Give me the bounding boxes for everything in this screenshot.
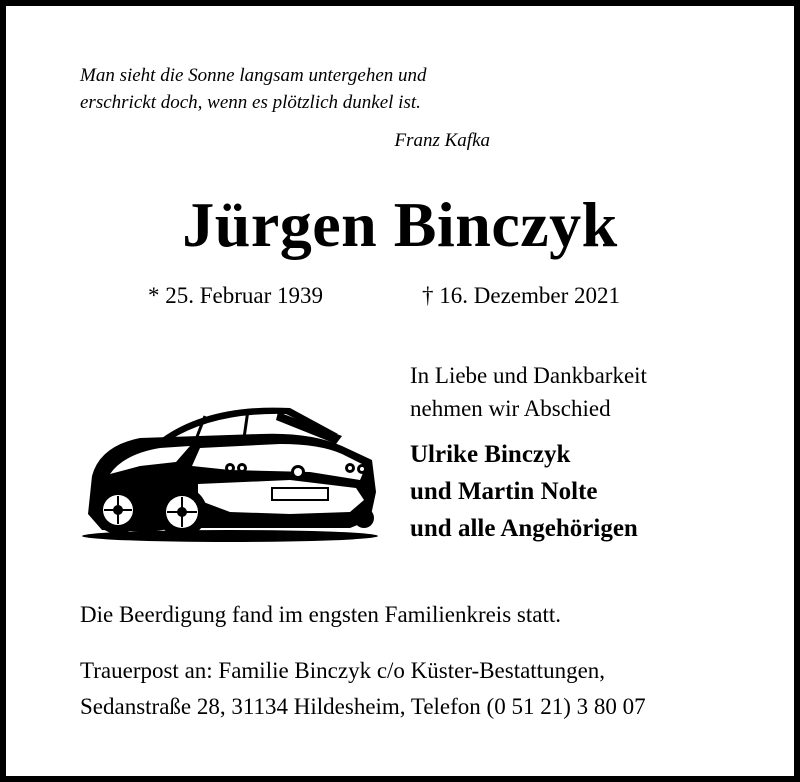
quote-line-2: erschrickt doch, wenn es plötzlich dunkel ist. bbox=[80, 92, 421, 113]
deceased-name: Jürgen Binczyk bbox=[182, 189, 618, 260]
farewell-text bbox=[410, 359, 647, 425]
death-date: † 16. Dezember 2021 bbox=[422, 283, 620, 308]
farewell-line-2: nehmen wir Abschied bbox=[410, 396, 611, 421]
quote-line-1: Man sieht die Sonne langsam untergehen und bbox=[80, 65, 427, 86]
farewell-line-1: In Liebe und Dankbarkeit bbox=[410, 363, 647, 388]
mourner-1: Ulrike Binczyk bbox=[410, 441, 571, 468]
mourners-list bbox=[410, 436, 638, 547]
contact-info bbox=[80, 653, 646, 725]
mourner-3: und alle Angehörigen bbox=[410, 515, 638, 542]
quote bbox=[80, 62, 500, 116]
birth-date: * 25. Februar 1939 bbox=[148, 283, 324, 308]
convertible-car-icon bbox=[80, 396, 380, 542]
quote-author: Franz Kafka bbox=[394, 130, 490, 151]
funeral-info: Die Beerdigung fand im engsten Familienkreis statt. bbox=[80, 602, 561, 627]
contact-line-1: Trauerpost an: Familie Binczyk c/o Küster-Bestattungen, bbox=[80, 658, 606, 683]
contact-line-2: Sedanstraße 28, 31134 Hildesheim, Telefon (0 51 21) 3 80 07 bbox=[80, 694, 646, 719]
mourner-2: und Martin Nolte bbox=[410, 478, 598, 505]
